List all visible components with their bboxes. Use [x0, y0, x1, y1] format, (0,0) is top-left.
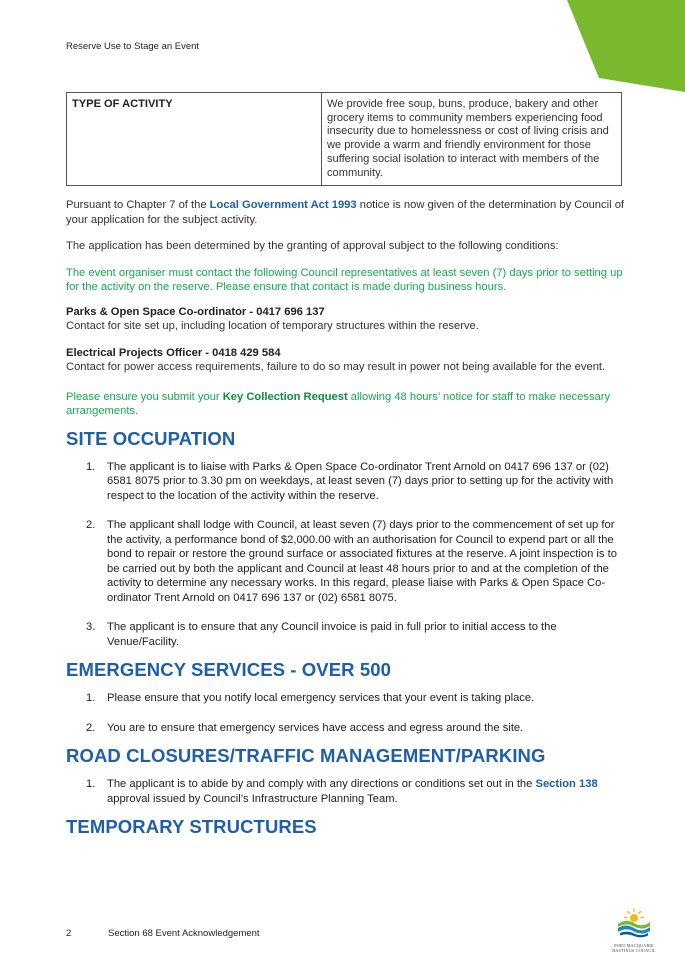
site-occupation-heading: SITE OCCUPATION	[66, 427, 236, 449]
activity-type-value: We provide free soup, buns, produce, bakery and other grocery items to community members experiencing food insecurity due to homelessness or cost of living crisis and we provide a warm and friendly environment for those suffering social isolation to interact with members of the community.	[322, 93, 622, 186]
key-collection-request-link[interactable]: Key Collection Request	[222, 390, 348, 403]
contact-title: Parks & Open Space Co-ordinator - 0417 696 137	[66, 305, 325, 318]
emergency-services-heading: EMERGENCY SERVICES - OVER 500	[66, 659, 392, 680]
council-logo-icon	[614, 908, 654, 938]
page-number: 2	[66, 928, 72, 939]
activity-table	[66, 92, 622, 186]
council-logo-line1: PORT MACQUARIE	[614, 942, 654, 948]
footer-title: Section 68 Event Acknowledgement	[108, 928, 260, 939]
activity-type-label: TYPE OF ACTIVITY	[67, 93, 322, 186]
contact-description: Contact for site set up, including location of temporary structures within the reserve.	[66, 320, 479, 332]
road-closures-list	[66, 777, 626, 806]
section-138-link[interactable]: Section 138	[535, 778, 598, 790]
site-occupation-list	[66, 460, 626, 650]
local-government-act-link[interactable]: Local Government Act 1993	[209, 199, 357, 211]
document-header-title: Reserve Use to Stage an Event	[66, 41, 200, 52]
list-item: 1. The applicant is to abide by and comply with any directions or conditions set out in the Section 138 approval issued by Council’s Infrastructure Planning Team.	[86, 778, 598, 805]
document-body	[66, 198, 626, 838]
council-logo-line2: HASTINGS COUNCIL	[612, 947, 656, 953]
temporary-structures-heading: TEMPORARY STRUCTURES	[66, 816, 317, 837]
contact-description: Contact for power access requirements, failure to do so may result in power not being available for the event.	[66, 361, 606, 373]
council-logo	[610, 908, 658, 953]
corner-decoration	[565, 0, 685, 92]
list-item: 3. The applicant is to ensure that any Council invoice is paid in full prior to initial access to the Venue/Facility.	[86, 621, 557, 648]
list-item: 1. The applicant is to liaise with Parks & Open Space Co-ordinator Trent Arnold on 0417 696 137 or (02) 6581 8075 prior to 3.30 pm on weekdays, at least seven (7) days prior to setting up for the activity with respect to the location of the activity within the reserve.	[86, 460, 614, 502]
contact-title: Electrical Projects Officer - 0418 429 584	[66, 346, 281, 359]
pursuant-paragraph: Pursuant to Chapter 7 of the Local Government Act 1993 notice is now given of the determination by Council of your application for the subject activity.	[66, 199, 625, 226]
road-closures-heading: ROAD CLOSURES/TRAFFIC MANAGEMENT/PARKING	[66, 745, 546, 766]
emergency-services-list	[66, 691, 626, 735]
key-collection-paragraph: Please ensure you submit your Key Collection Request allowing 48 hours’ notice for staff to make necessary arrangements.	[66, 390, 611, 417]
list-item: 1. Please ensure that you notify local emergency services that your event is taking place.	[86, 692, 535, 704]
approval-paragraph: The application has been determined by the granting of approval subject to the following conditions:	[66, 240, 559, 252]
contact-notice: The event organiser must contact the following Council representatives at least seven (7) days prior to setting up for the activity on the reserve. Please ensure that contact is made during business hours.	[66, 266, 623, 293]
list-item: 2. You are to ensure that emergency services have access and egress around the site.	[86, 721, 524, 734]
list-item: 2. The applicant shall lodge with Council, at least seven (7) days prior to the commencement of set up for the activity, a performance bond of $2,000.00 with an authorisation for Council to expend part or all the bond to repair or restore the ground surface or associated fixtures at the reserve. A joint inspection is to be carried out by both the applicant and Council at least 48 hours prior to and at the completion of the activity to determine any necessary works. In this regard, please liaise with Parks & Open Space Co-ordinator Trent Arnold on 0417 696 137 or (02) 6581 8075.	[86, 519, 617, 604]
